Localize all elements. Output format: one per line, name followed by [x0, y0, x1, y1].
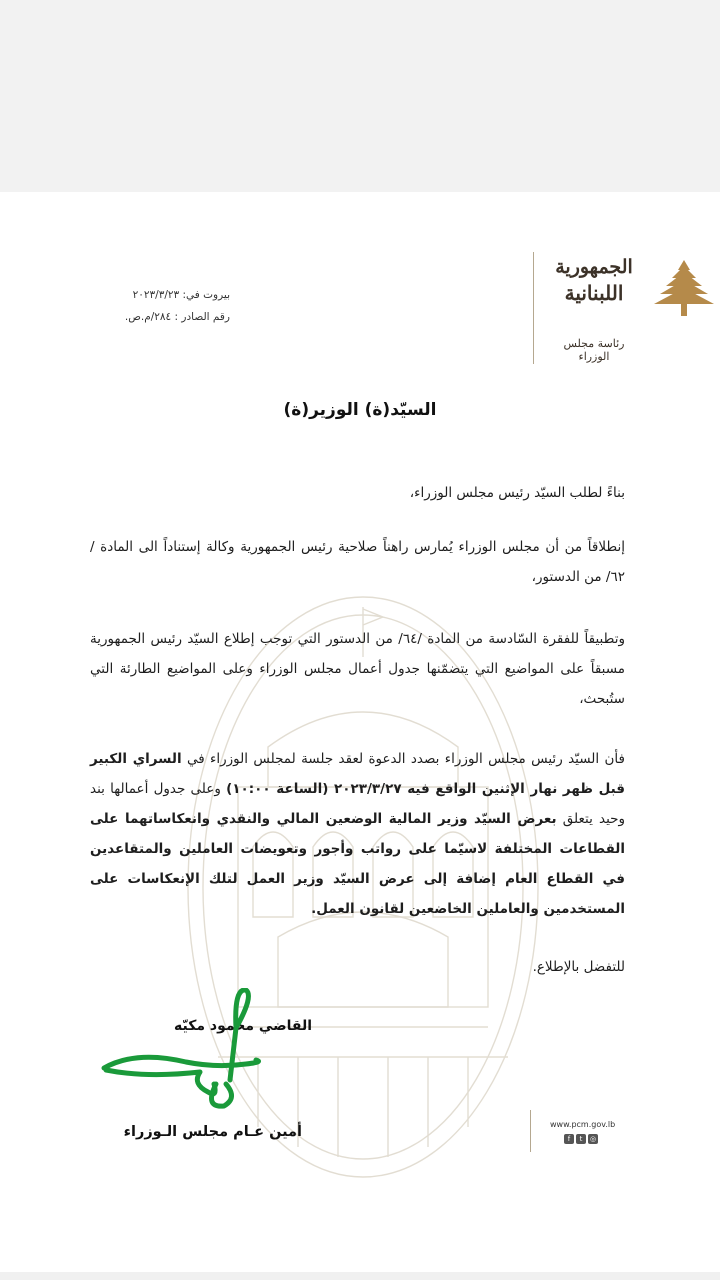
p3-agenda-intro: وعلى جدول أعمالها بند وحيد يتعلق — [90, 781, 626, 827]
signatory-name: القاضي محمود مكيّه — [174, 1018, 312, 1034]
twitter-icon[interactable]: t — [576, 1134, 586, 1144]
republic-emblem-text — [544, 254, 644, 324]
emblem-line-2: اللبنانية — [564, 281, 624, 305]
website-link[interactable]: www.pcm.gov.lb — [550, 1120, 616, 1129]
body-paragraph-2: وتطبيقاً للفقرة السّادسة من المادة /٦٤/ من الدستور التي توجب إطلاع السيّد رئيس الجمهورية مسبقاً على المواضيع التي يتضمّنها جدول أعمال مجلس الوزراء وعلى المواضيع الطارئة التي ستُبحث، — [90, 631, 625, 707]
header-divider — [533, 252, 534, 364]
emblem-line-1: الجمهورية — [555, 256, 633, 278]
letter-date: بيروت في: ٢٠٢٣/٣/٢٣ — [132, 289, 230, 301]
letter-page — [0, 192, 720, 1272]
p3-agenda-item: بعرض السيّد وزير المالية الوضعين المالي والنقدي وانعكاساتهما على القطاعات المختلفة لاسيّما على رواتب وأجور وتعويضات العاملين والمتقاعدين في القطاع العام إضافة إلى عرض السيّد وزير العمل لتلك الإنعكاسات على المستخدمين والعاملين الخاضعين لقانون العمل. — [90, 811, 625, 917]
body-paragraph-3 — [90, 744, 625, 924]
signatory-title: أمين عـام مجلس الـوزراء — [123, 1124, 302, 1140]
presidency-label: رئاسة مجلس الوزراء — [563, 337, 625, 363]
top-blank-band — [0, 0, 720, 192]
body-closing: للتفضل بالإطلاع. — [532, 959, 625, 975]
handwritten-signature — [96, 988, 266, 1128]
cedar-icon — [652, 258, 716, 320]
letter-meta — [100, 284, 230, 328]
footer-divider — [530, 1110, 531, 1152]
salutation-heading: السيّد(ة) الوزير(ة) — [283, 400, 437, 420]
body-paragraph-1: إنطلاقاً من أن مجلس الوزراء يُمارس راهناً صلاحية رئيس الجمهورية وكالة إستناداً الى المادة /٦٢/ من الدستور، — [90, 539, 625, 585]
bottom-band — [0, 1272, 720, 1280]
body-lead: بناءً لطلب السيّد رئيس مجلس الوزراء، — [409, 485, 625, 501]
p3-meeting-details: السراي الكبير قبل ظهر نهار الإثنين الواقع فيه ٢٠٢٣/٣/٢٧ (الساعة ١٠:٠٠) — [90, 751, 625, 797]
p3-intro: فأن السيّد رئيس مجلس الوزراء بصدد الدعوة لعقد جلسة لمجلس الوزراء في — [186, 751, 626, 767]
instagram-icon[interactable]: ◎ — [589, 1135, 597, 1143]
letter-reference: رقم الصادر : ٢٨٤/م.ص. — [124, 311, 230, 323]
social-icons — [564, 1134, 598, 1144]
facebook-icon[interactable]: f — [564, 1134, 574, 1144]
